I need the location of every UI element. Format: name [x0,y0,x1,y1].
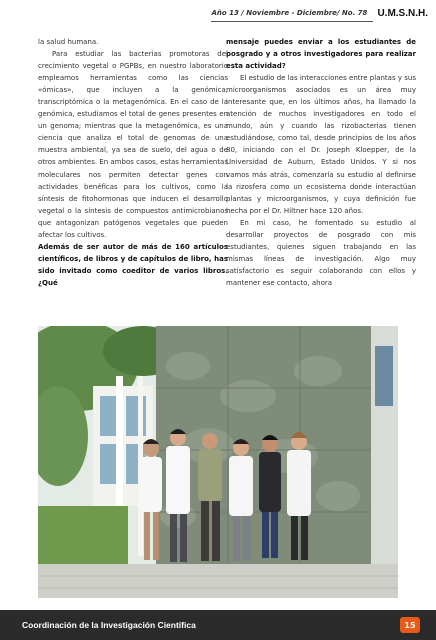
paragraph: Para estudiar las bacterias promotoras del crecimiento vegetal o PGPBs, en nuestro laboratorio empleamos herramientas como las ciencias «ómicas», que incluyen a la genómica, transcriptómica o la metagenómica. En el caso de la genómica, estudiamos el total de genes presentes en un genoma; mientras que la metagenómica, es una ciencia que analiza el total de genomas de una muestra ambiental, ya sea de suelo, del agua o de otros ambientes. En ambos casos, estas herramientas moleculares nos permiten detectar genes con actividades benéficas para los cultivos, como la síntesis de fitohormonas que inducen el desarrollo vegetal o la síntesis de compuestos antimicrobianos que antagonizan patógenos vegetales que pueden afectar los cultivos. [38,50,228,239]
interview-question-continued: mensaje puedes enviar a los estudiantes de posgrado y a otros investigadores para realizar esta actividad? [226,38,416,71]
paragraph: El estudio de las interacciones entre plantas y sus microorganismos asociados es un área muy interesante que, en los últimos años, ha llamado la atención de muchos investigadores en todo el mundo, aún y cuando las rizobacterias tienen estudiándose, como tal, desde principios de los años 80, iniciando con el Dr. Joseph Kloepper, de la Universidad de Auburn, Estado Unidos. Y si nos vamos más atrás, comenzaría su estudio al definirse la rizosfera como un ecosistema donde interactúan plantas y microorganismos, y cuya definición fue hecha por el Dr. Hiltner hace 120 años. [226,74,416,215]
paragraph: En mi caso, he fomentado su estudio al desarrollar proyectos de posgrado con mis estudiantes, quienes siguen trabajando en las mismas líneas de investigación. Algo muy satisfactorio es seguir colaborando con ellos y mantener ese contacto, ahora [226,218,416,287]
university-name: U.M.S.N.H. [377,8,428,19]
page-footer [0,610,436,640]
page-number-badge: 15 [400,617,420,633]
paragraph: la salud humana. [38,38,99,46]
group-photo [38,326,398,598]
interview-question: Además de ser autor de más de 160 artículos científicos, de libros y de capítulos de libro, has sido invitado como coeditor de varios libros. ¿Qué [38,242,228,287]
page-header [211,0,436,22]
group-photo-illustration [38,326,398,598]
footer-title: Coordinación de la Investigación Científica [22,620,196,630]
right-column [226,36,416,289]
issue-info: Año 13 / Noviembre - Diciembre/ No. 78 [211,9,373,22]
left-column [38,36,228,289]
